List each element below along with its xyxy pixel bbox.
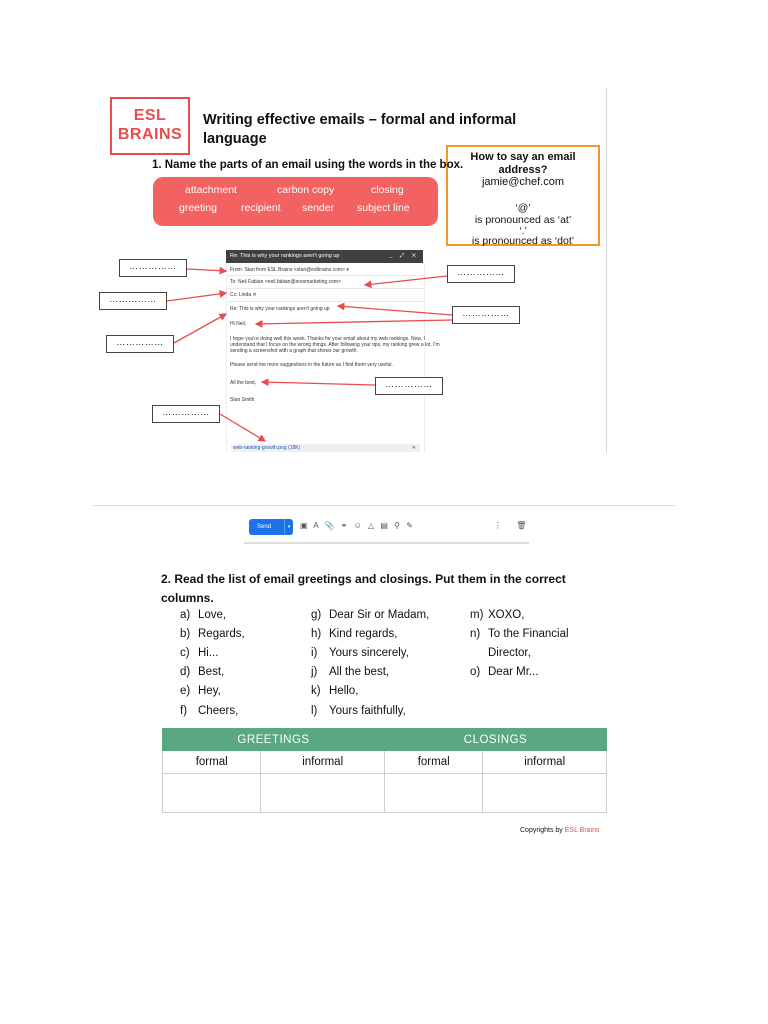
info-line-1: How to say an email [470, 151, 576, 163]
word-carbon-copy: carbon copy [277, 184, 335, 196]
answer-blank-greeting[interactable]: …………… [106, 335, 174, 353]
page-title: Writing effective emails – formal and informal language [203, 112, 517, 147]
option-l: l) Yours faithfully, [311, 705, 406, 717]
closings-formal-cell[interactable] [384, 774, 482, 813]
option-d: d) Best, [180, 666, 225, 678]
arrow-to-subject [338, 306, 452, 315]
arrow-to-attachment [220, 414, 265, 441]
arrow-to-greeting-right [256, 320, 452, 324]
greetings-formal-header: formal [163, 751, 261, 774]
option-k: k) Hello, [311, 685, 359, 697]
option-n-continued: Director, [488, 647, 531, 659]
email-from-line: From: Stan from ESL Brains <stan@eslbrains.com> ▾ [230, 267, 349, 273]
option-h: h) Kind regards, [311, 628, 398, 640]
greetings-closings-table [162, 728, 607, 813]
send-button[interactable] [249, 519, 293, 535]
email-to-line: To: Neil Fabian <neil.fabian@eresmarketing.com> [230, 279, 341, 285]
closings-header: CLOSINGS [384, 729, 606, 751]
logo-line-2: BRAINS [117, 126, 183, 143]
answer-blank-recipient[interactable]: …………… [447, 265, 515, 283]
email-compose-toolbar [244, 515, 533, 544]
option-o: o) Dear Mr... [470, 666, 539, 678]
section-2-heading: 2. Read the list of email greetings and closings. Put them in the correct columns. [161, 572, 566, 605]
email-body-line-1: I hope you're doing well this week. Thanks for your email about my web rankings. Now, I [230, 336, 425, 342]
info-line-5: is pronounced as ‘at’ [474, 214, 572, 226]
email-cc-line: Cc: Linda ✕ [230, 292, 257, 298]
option-f: f) Cheers, [180, 705, 239, 717]
greetings-formal-cell[interactable] [163, 774, 261, 813]
info-line-4: ‘@’ [515, 201, 531, 214]
arrow-to-recipient [365, 276, 447, 285]
closings-informal-header: informal [483, 751, 607, 774]
greetings-informal-header: informal [261, 751, 385, 774]
email-body-line-2: understand that I focus on the wrong things. After following your tips, my ranking grew a lot. I'm [230, 342, 440, 348]
arrow-to-cc [167, 293, 226, 301]
send-label: Send [257, 524, 272, 530]
closings-informal-cell[interactable] [483, 774, 607, 813]
word-subject-line: subject line [357, 202, 410, 214]
info-line-7: is pronounced as ‘dot’ [471, 234, 575, 247]
divider [93, 505, 675, 506]
option-a: a) Love, [180, 609, 227, 621]
email-subject-bar-text: Re: This is why your rankings aren't going up [230, 253, 340, 259]
email-signature: Stan Smith [230, 397, 255, 403]
attachment-filename: web-ranking-growth.png (18K) [233, 445, 301, 451]
info-line-2: address? [498, 163, 548, 176]
option-e: e) Hey, [180, 685, 221, 697]
word-attachment: attachment [185, 184, 237, 196]
logo-line-1: ESL [133, 107, 167, 124]
info-line-6: ‘.’ [519, 224, 527, 237]
option-n: n) To the Financial [470, 628, 569, 640]
option-c: c) Hi... [180, 647, 219, 659]
more-and-delete-icons[interactable]: ⋮ 🗑 [494, 521, 533, 530]
option-j: j) All the best, [311, 666, 390, 678]
info-line-3: jamie@chef.com [481, 176, 565, 188]
word-sender: sender [302, 202, 335, 214]
arrow-to-greeting-left [174, 314, 226, 343]
email-body-line-3: sending a screenshot with a graph that shows our growth. [230, 348, 358, 354]
option-m: m) XOXO, [470, 609, 525, 621]
arrow-to-from [187, 269, 226, 271]
word-closing: closing [371, 184, 404, 196]
email-closing: All the best, [230, 380, 257, 386]
answer-blank-sender[interactable]: …………… [119, 259, 187, 277]
email-subject-line: Re: This is why your rankings aren't going up [230, 306, 330, 312]
word-recipient: recipient [241, 202, 281, 214]
option-g: g) Dear Sir or Madam, [311, 609, 430, 621]
option-b: b) Regards, [180, 628, 245, 640]
word-greeting: greeting [179, 202, 217, 214]
close-icon[interactable]: ✕ [411, 445, 416, 451]
copyright [520, 827, 600, 834]
answer-blank-subject[interactable]: …………… [452, 306, 520, 324]
copyright-brand: ESL Brains [564, 827, 600, 834]
option-i: i) Yours sincerely, [311, 647, 409, 659]
closings-formal-header: formal [384, 751, 482, 774]
formatting-icons[interactable]: ▣ A 📎 ⚭ ☺ △ ▤ ⚲ ✎ [300, 521, 415, 530]
arrow-to-closing [262, 382, 375, 385]
window-controls-icon: _ ⤢ ✕ [389, 253, 419, 259]
answer-blank-closing[interactable]: …………… [375, 377, 443, 395]
greetings-informal-cell[interactable] [261, 774, 385, 813]
section-1-heading: 1. Name the parts of an email using the words in the box. [152, 159, 464, 171]
greetings-header: GREETINGS [163, 729, 385, 751]
email-greeting: Hi Neil, [230, 321, 247, 327]
send-options-chevron-icon[interactable]: ▾ [284, 519, 293, 535]
email-body-line-4: Please send me more suggestions in the future as I find them very useful. [230, 362, 393, 368]
answer-blank-attachment[interactable]: …………… [152, 405, 220, 423]
answer-blank-carbon-copy[interactable]: …………… [99, 292, 167, 310]
copyright-prefix: Copyrights by [520, 827, 565, 834]
